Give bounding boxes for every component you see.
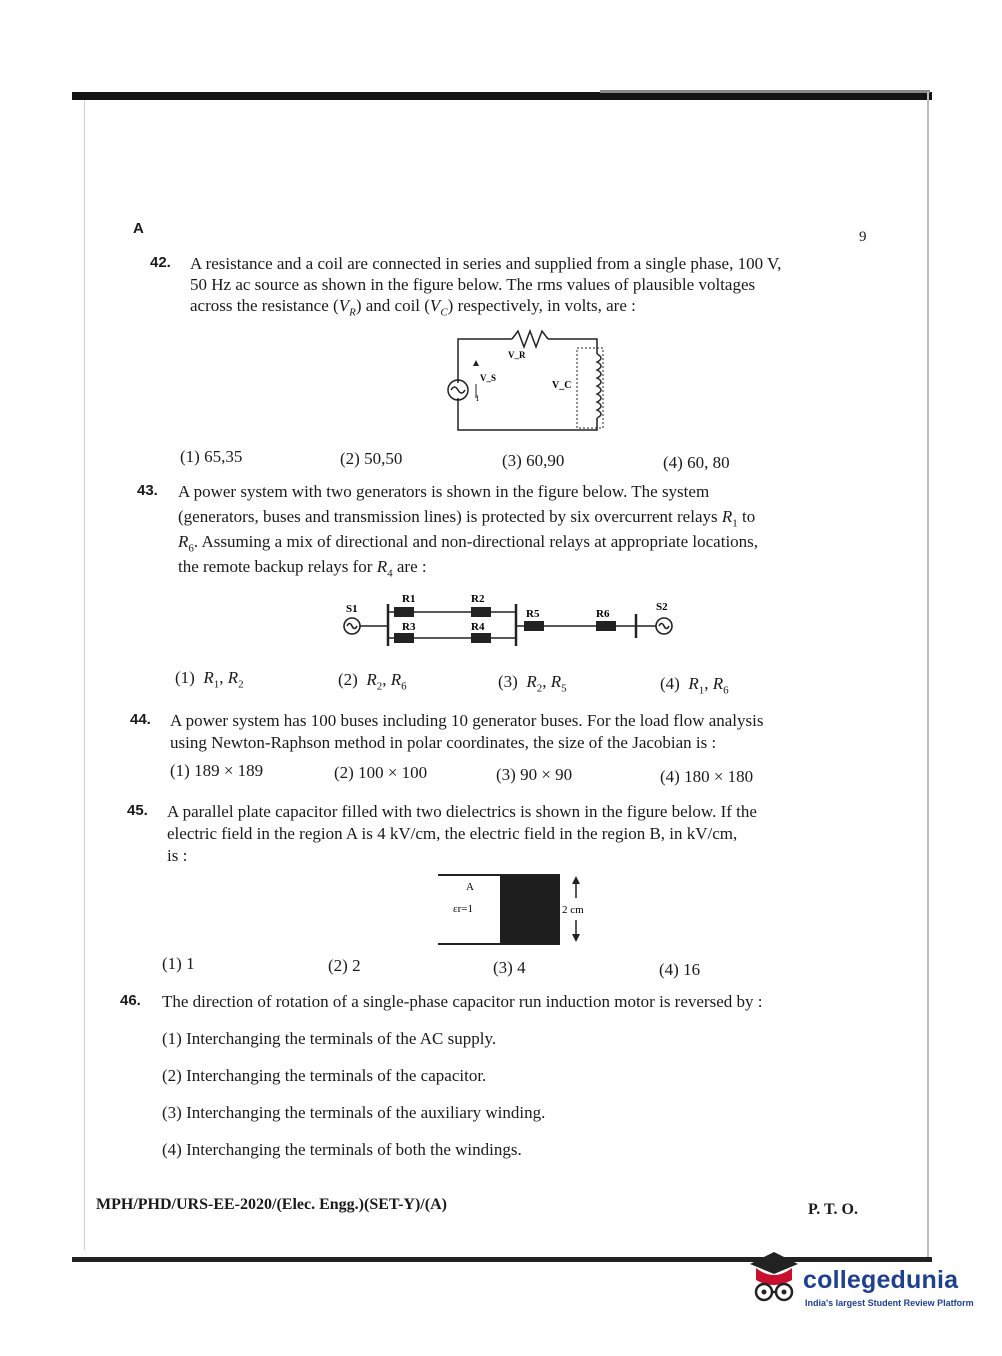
resistor-zigzag bbox=[512, 331, 548, 347]
q45-line1: A parallel plate capacitor filled with two dielectrics is shown in the figure below. If the bbox=[167, 802, 757, 821]
q46-option-2[interactable]: (2) Interchanging the terminals of the capacitor. bbox=[162, 1066, 487, 1085]
q42-option-3[interactable]: (3) 60,90 bbox=[502, 451, 565, 470]
question-number-46: 46. bbox=[120, 992, 141, 1009]
relay-r3 bbox=[394, 633, 414, 643]
label-vs: V_S bbox=[480, 373, 497, 383]
eye-right bbox=[782, 1290, 787, 1295]
label-r1: R1 bbox=[402, 593, 416, 605]
q44-option-2[interactable]: (2) 100 × 100 bbox=[334, 763, 428, 782]
wire-bottom bbox=[458, 398, 597, 430]
label-region-a: A bbox=[466, 881, 474, 893]
q46-option-4[interactable]: (4) Interchanging the terminals of both the windings. bbox=[162, 1140, 522, 1159]
q42-circuit-figure bbox=[440, 326, 610, 436]
q45-capacitor-figure bbox=[436, 872, 606, 948]
label-r5: R5 bbox=[526, 608, 540, 620]
q44-option-3[interactable]: (3) 90 × 90 bbox=[496, 765, 573, 784]
dim-arrow-up-head bbox=[572, 876, 580, 884]
top-border bbox=[72, 92, 932, 100]
q43-option-4[interactable]: (4) $R_1$, $R_6$ bbox=[660, 674, 729, 697]
q43-line2: (generators, buses and transmission lines) is protected by six overcurrent relays $R_1$ to bbox=[178, 507, 756, 530]
label-r6: R6 bbox=[596, 608, 610, 620]
q45-option-1[interactable]: (1) 1 bbox=[162, 954, 195, 973]
q45-option-4[interactable]: (4) 16 bbox=[659, 960, 701, 979]
label-r2: R2 bbox=[471, 593, 485, 605]
set-letter: A bbox=[133, 220, 144, 237]
right-edge bbox=[927, 92, 929, 1257]
relay-r4 bbox=[471, 633, 491, 643]
q42-option-1[interactable]: (1) 65,35 bbox=[180, 447, 243, 466]
question-number-44: 44. bbox=[130, 711, 151, 728]
top-border-thin bbox=[600, 90, 930, 93]
q42-line2: 50 Hz ac source as shown in the figure below. The rms values of plausible voltages bbox=[190, 275, 756, 294]
dielectric-region-b bbox=[500, 875, 560, 944]
q42-line3: across the resistance $(V_R)$ and coil $(V_C)$ respectively, in volts, are : bbox=[190, 296, 636, 319]
page-number: 9 bbox=[859, 229, 867, 245]
relay-r2 bbox=[471, 607, 491, 617]
q44-option-1[interactable]: (1) 189 × 189 bbox=[170, 761, 264, 780]
q44-line1: A power system has 100 buses including 10 generator buses. For the load flow analysis bbox=[170, 711, 764, 730]
collegedunia-wordmark: collegedunia bbox=[803, 1266, 959, 1294]
q45-line2: electric field in the region A is 4 kV/cm, the electric field in the region B, in kV/cm, bbox=[167, 824, 738, 843]
vs-arrow-head bbox=[473, 360, 479, 366]
label-r3: R3 bbox=[402, 621, 416, 633]
label-vc: V_C bbox=[552, 380, 572, 391]
q46-option-1[interactable]: (1) Interchanging the terminals of the AC supply. bbox=[162, 1029, 497, 1048]
generator-s2-wave bbox=[659, 624, 669, 629]
q46-line1: The direction of rotation of a single-phase capacitor run induction motor is reversed by : bbox=[162, 992, 763, 1011]
q43-line1: A power system with two generators is shown in the figure below. The system bbox=[178, 482, 710, 501]
left-edge bbox=[84, 100, 85, 1250]
q45-option-3[interactable]: (3) 4 bbox=[493, 958, 526, 977]
generator-s1-wave bbox=[347, 624, 357, 629]
q44-line2: using Newton-Raphson method in polar coordinates, the size of the Jacobian is : bbox=[170, 733, 717, 752]
q42-line1: A resistance and a coil are connected in series and supplied from a single phase, 100 V, bbox=[190, 254, 782, 273]
q43-option-1[interactable]: (1) $R_1$, $R_2$ bbox=[175, 668, 244, 691]
label-i: I bbox=[476, 394, 479, 403]
ac-source-wave bbox=[451, 387, 465, 393]
label-s2: S2 bbox=[656, 601, 668, 613]
q42-option-4[interactable]: (4) 60, 80 bbox=[663, 453, 730, 472]
collegedunia-logo-icon bbox=[744, 1250, 804, 1310]
q43-power-system-figure bbox=[338, 590, 688, 650]
label-s1: S1 bbox=[346, 603, 358, 615]
coil-winding bbox=[597, 354, 601, 418]
label-epsilon: εr=1 bbox=[453, 903, 473, 915]
collegedunia-tagline: India's largest Student Review Platform bbox=[805, 1298, 974, 1308]
q42-option-2[interactable]: (2) 50,50 bbox=[340, 449, 403, 468]
q44-option-4[interactable]: (4) 180 × 180 bbox=[660, 767, 754, 786]
question-number-45: 45. bbox=[127, 802, 148, 819]
relay-r1 bbox=[394, 607, 414, 617]
relay-r5 bbox=[524, 621, 544, 631]
q45-line3: is : bbox=[167, 846, 188, 865]
question-number-42: 42. bbox=[150, 254, 171, 271]
dim-arrow-down-head bbox=[572, 934, 580, 942]
label-r4: R4 bbox=[471, 621, 485, 633]
relay-r6 bbox=[596, 621, 616, 631]
q46-option-3[interactable]: (3) Interchanging the terminals of the auxiliary winding. bbox=[162, 1103, 546, 1122]
q43-option-3[interactable]: (3) $R_2$, $R_5$ bbox=[498, 672, 567, 695]
q45-option-2[interactable]: (2) 2 bbox=[328, 956, 361, 975]
footer-exam-code: MPH/PHD/URS-EE-2020/(Elec. Engg.)(SET-Y)/(A) bbox=[96, 1196, 447, 1213]
q43-line3: $R_6$. Assuming a mix of directional and non-directional relays at appropriate locations, bbox=[178, 532, 759, 555]
q43-option-2[interactable]: (2) $R_2$, $R_6$ bbox=[338, 670, 407, 693]
question-number-43: 43. bbox=[137, 482, 158, 499]
label-vr: V_R bbox=[508, 350, 526, 360]
wire-right-top bbox=[548, 339, 597, 354]
label-2cm: 2 cm bbox=[562, 904, 584, 916]
q43-line4: the remote backup relays for $R_4$ are : bbox=[178, 557, 427, 580]
eye-left bbox=[762, 1290, 767, 1295]
footer-pto: P. T. O. bbox=[808, 1201, 858, 1218]
